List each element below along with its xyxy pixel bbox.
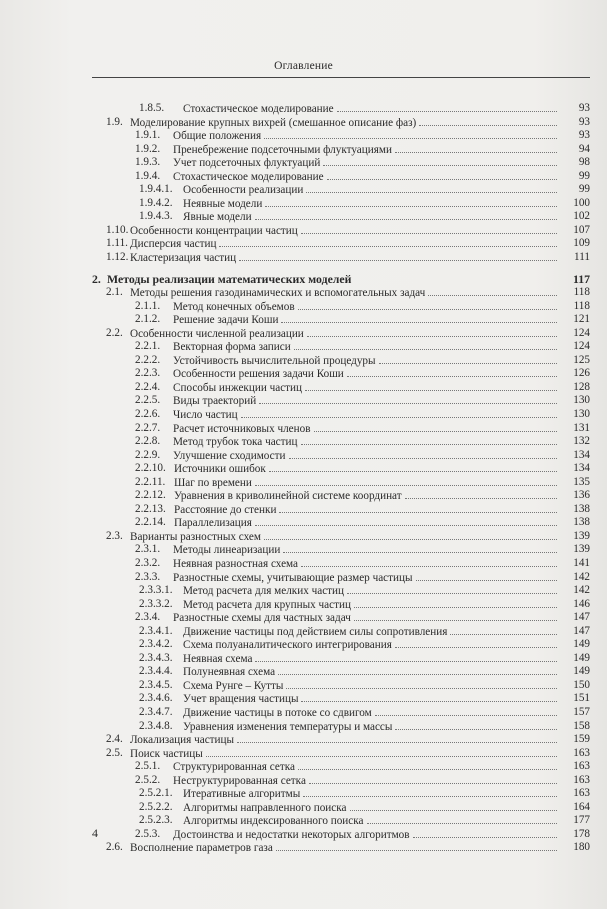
toc-entry-title: Расчет источниковых членов <box>173 422 311 435</box>
toc-entry <box>92 787 590 801</box>
toc-entry <box>92 652 590 666</box>
toc-entry <box>92 102 590 116</box>
toc-entry-title: Устойчивость вычислительной процедуры <box>173 354 376 367</box>
toc-entry-number: 2.2.1. <box>135 340 161 353</box>
toc-entry-number: 2.5.2.1. <box>139 787 173 800</box>
toc-leader-dots <box>279 503 557 513</box>
toc-entry <box>92 354 590 368</box>
table-of-contents <box>92 102 590 855</box>
toc-entry <box>92 224 590 238</box>
toc-entry-number: 2.2.12. <box>135 489 166 502</box>
toc-leader-dots <box>237 733 557 743</box>
toc-entry-number: 2.3.3.2. <box>139 597 173 610</box>
toc-leader-dots <box>337 102 557 112</box>
toc-entry <box>92 237 590 251</box>
toc-entry-page: 111 <box>574 251 590 264</box>
toc-entry-page: 130 <box>573 407 590 420</box>
toc-entry <box>92 828 590 842</box>
toc-leader-dots <box>307 327 557 337</box>
toc-entry-number: 2.3.2. <box>135 557 161 569</box>
toc-leader-dots <box>294 340 557 350</box>
toc-entry-page: 146 <box>573 597 590 610</box>
toc-leader-dots <box>375 706 557 716</box>
toc-entry-number: 2.3.3.1. <box>139 584 173 597</box>
toc-entry-title: Источники ошибок <box>174 463 266 476</box>
toc-entry-page: 151 <box>573 692 590 705</box>
toc-entry <box>92 300 590 314</box>
toc-entry-title: Неявные модели <box>183 197 263 210</box>
toc-entry-number: 2.2.3. <box>135 367 161 380</box>
toc-entry-page: 94 <box>578 142 590 155</box>
toc-entry <box>92 449 590 463</box>
toc-entry-page: 134 <box>573 462 590 475</box>
toc-entry-number: 2. <box>92 271 101 286</box>
toc-entry-title: Полунеявная схема <box>183 666 276 679</box>
toc-entry-page: 117 <box>572 271 590 286</box>
toc-entry-title: Векторная форма записи <box>173 341 291 354</box>
toc-leader-dots <box>405 489 557 499</box>
toc-entry-number: 2.3.4.6. <box>139 692 173 705</box>
toc-entry-page: 177 <box>573 814 590 827</box>
toc-entry-page: 142 <box>573 570 590 583</box>
toc-entry-page: 99 <box>578 183 590 196</box>
toc-entry-number: 2.3.4. <box>135 611 161 624</box>
toc-leader-dots <box>219 237 557 247</box>
toc-entry <box>92 516 590 530</box>
toc-entry-number: 1.12. <box>106 251 129 264</box>
toc-leader-dots <box>306 183 557 193</box>
toc-entry-page: 163 <box>573 760 590 773</box>
toc-entry <box>92 598 590 612</box>
toc-entry-title: Особенности концентрации частиц <box>130 224 298 237</box>
toc-entry <box>92 503 590 517</box>
toc-leader-dots <box>298 300 557 310</box>
toc-entry-title: Особенности численной реализации <box>130 327 304 340</box>
toc-entry-title: Особенности реализации <box>183 184 304 197</box>
toc-entry-title: Параллелизация <box>174 517 252 530</box>
toc-entry <box>92 462 590 476</box>
toc-entry <box>92 571 590 585</box>
toc-leader-dots <box>354 598 557 608</box>
toc-entry-title: Виды траекторий <box>173 395 257 408</box>
toc-entry-page: 139 <box>573 529 590 542</box>
toc-entry-number: 2.3.4.8. <box>139 719 173 732</box>
toc-entry-title: Достоинства и недостатки некоторых алгоритмов <box>173 828 410 841</box>
toc-entry <box>92 327 590 341</box>
toc-entry-title: Решение задачи Коши <box>173 314 279 327</box>
toc-leader-dots <box>323 156 557 166</box>
toc-entry-title: Методы линеаризации <box>173 544 281 557</box>
toc-entry-page: 180 <box>573 841 590 854</box>
toc-entry-page: 109 <box>573 237 590 250</box>
toc-entry-number: 2.3.1. <box>135 543 161 556</box>
toc-entry-title: Поиск частицы <box>130 747 203 760</box>
toc-leader-dots <box>259 394 557 404</box>
toc-entry-title: Локализация частицы <box>130 734 235 747</box>
toc-leader-dots <box>413 828 557 838</box>
toc-entry-number: 2.3.4.2. <box>139 638 173 651</box>
toc-leader-dots <box>255 210 557 220</box>
toc-entry-number: 2.2.13. <box>135 502 166 515</box>
toc-leader-dots <box>354 274 557 283</box>
toc-entry <box>92 156 590 170</box>
toc-entry <box>92 679 590 693</box>
toc-entry-number: 2.2.10. <box>135 462 166 475</box>
toc-entry-number: 1.9.3. <box>135 156 161 169</box>
toc-entry-title: Общие положения <box>173 130 262 143</box>
toc-entry <box>92 557 590 571</box>
toc-entry-number: 2.6. <box>106 841 123 854</box>
toc-leader-dots <box>281 313 557 323</box>
toc-leader-dots <box>347 367 557 377</box>
toc-leader-dots <box>416 571 557 581</box>
toc-entry <box>92 543 590 557</box>
toc-entry <box>92 801 590 815</box>
toc-entry-title: Способы инжекции частиц <box>173 381 303 394</box>
toc-entry-title: Улучшение сходимости <box>173 449 286 462</box>
toc-entry <box>92 367 590 381</box>
toc-entry-number: 1.10. <box>106 223 129 236</box>
toc-leader-dots <box>264 129 557 139</box>
toc-entry-page: 131 <box>573 421 590 434</box>
toc-entry <box>92 814 590 828</box>
toc-entry-title: Стохастическое моделирование <box>183 103 334 115</box>
toc-leader-dots <box>309 774 557 784</box>
toc-entry-title: Метод расчета для мелких частиц <box>183 585 345 598</box>
toc-entry <box>92 476 590 490</box>
toc-leader-dots <box>354 611 557 621</box>
toc-entry-title: Восполнение параметров газа <box>130 842 273 855</box>
toc-entry <box>92 706 590 720</box>
toc-entry-page: 102 <box>573 210 590 223</box>
toc-entry-title: Неявная разностная схема <box>173 558 299 570</box>
toc-leader-dots <box>255 652 557 662</box>
toc-entry <box>92 422 590 436</box>
toc-leader-dots <box>303 787 557 797</box>
toc-entry-title: Кластеризация частиц <box>130 252 237 265</box>
toc-entry-page: 158 <box>573 719 590 732</box>
toc-entry-title: Учет вращения частицы <box>183 693 299 706</box>
toc-entry-title: Явные модели <box>183 211 252 224</box>
toc-entry-number: 2.3.4.5. <box>139 678 173 691</box>
toc-entry-page: 130 <box>573 394 590 407</box>
toc-entry-title: Дисперсия частиц <box>130 238 217 251</box>
toc-entry-page: 150 <box>573 678 590 691</box>
toc-leader-dots <box>327 170 557 180</box>
toc-entry-page: 99 <box>578 169 590 182</box>
toc-entry-page: 157 <box>573 706 590 719</box>
toc-entry-page: 141 <box>573 557 590 569</box>
toc-leader-dots <box>265 197 557 207</box>
toc-entry <box>92 129 590 143</box>
toc-entry-page: 121 <box>573 313 590 326</box>
toc-entry-number: 2.5.2.2. <box>139 800 173 813</box>
toc-entry-page: 126 <box>573 367 590 380</box>
toc-entry <box>92 251 590 265</box>
toc-entry-page: 138 <box>573 502 590 515</box>
toc-entry-title: Моделирование крупных вихрей (смешанное описание фаз) <box>130 116 417 129</box>
toc-leader-dots <box>314 422 558 432</box>
toc-leader-dots <box>241 408 557 418</box>
toc-entry-title: Движение частицы под действием силы сопротивления <box>183 625 448 638</box>
toc-entry-page: 93 <box>578 102 590 114</box>
toc-entry-page: 100 <box>573 196 590 209</box>
toc-entry-title: Расстояние до стенки <box>174 503 277 516</box>
toc-entry <box>92 720 590 734</box>
toc-entry-page: 139 <box>573 543 590 556</box>
toc-entry-page: 178 <box>573 827 590 840</box>
toc-entry-title: Алгоритмы направленного поиска <box>183 801 347 814</box>
toc-entry-number: 2.3.4.1. <box>139 624 173 637</box>
toc-leader-dots <box>379 354 557 364</box>
toc-leader-dots <box>301 224 557 234</box>
toc-entry-title: Итеративные алгоритмы <box>183 788 301 801</box>
toc-entry-page: 136 <box>573 489 590 502</box>
toc-entry-page: 164 <box>573 800 590 813</box>
toc-leader-dots <box>395 720 557 730</box>
toc-entry-page: 124 <box>573 340 590 353</box>
toc-leader-dots <box>350 801 558 811</box>
toc-entry-title: Метод трубок тока частиц <box>173 436 298 449</box>
toc-leader-dots <box>301 435 558 445</box>
toc-entry-number: 2.3.4.7. <box>139 706 173 719</box>
toc-entry-number: 2.2. <box>106 326 123 339</box>
toc-entry-number: 2.2.2. <box>135 353 161 366</box>
toc-entry-page: 147 <box>573 624 590 637</box>
toc-entry <box>92 530 590 544</box>
toc-entry-number: 1.9.4.3. <box>139 210 173 223</box>
toc-entry-page: 93 <box>578 115 590 128</box>
toc-entry-number: 2.2.5. <box>135 394 161 407</box>
toc-entry <box>92 313 590 327</box>
toc-entry <box>92 286 590 300</box>
toc-leader-dots <box>255 476 557 486</box>
toc-entry-title: Учет подсеточных флуктуаций <box>173 157 321 170</box>
toc-entry <box>92 760 590 774</box>
toc-leader-dots <box>367 814 558 824</box>
toc-entry-page: 118 <box>573 299 590 312</box>
toc-entry-number: 2.2.11. <box>135 475 166 488</box>
toc-entry <box>92 170 590 184</box>
toc-entry <box>92 183 590 197</box>
toc-entry-page: 163 <box>573 787 590 800</box>
toc-entry-number: 2.1.2. <box>135 313 161 326</box>
toc-entry-number: 1.11. <box>106 237 128 250</box>
toc-entry <box>92 692 590 706</box>
toc-leader-dots <box>283 543 557 553</box>
toc-entry-number: 1.9.4.2. <box>139 196 173 209</box>
toc-entry <box>92 841 590 855</box>
toc-entry-number: 2.3. <box>106 529 123 542</box>
toc-leader-dots <box>255 516 557 526</box>
toc-entry-page: 163 <box>573 773 590 786</box>
toc-leader-dots <box>286 679 557 689</box>
toc-entry-page: 142 <box>573 584 590 597</box>
toc-entry-title: Структурированная сетка <box>173 761 295 774</box>
toc-entry-page: 93 <box>578 129 590 142</box>
toc-entry-page: 128 <box>573 380 590 393</box>
toc-entry-page: 159 <box>573 733 590 746</box>
toc-entry-page: 149 <box>573 665 590 678</box>
toc-entry-number: 1.9.4.1. <box>139 183 173 196</box>
toc-entry-page: 132 <box>573 435 590 448</box>
toc-leader-dots <box>289 449 557 459</box>
toc-entry-title: Число частиц <box>173 408 238 421</box>
toc-entry-title: Схема полуаналитического интегрирования <box>183 639 392 652</box>
page-number: 4 <box>92 826 98 840</box>
toc-entry <box>92 394 590 408</box>
toc-entry-number: 2.3.4.3. <box>139 651 173 664</box>
toc-leader-dots <box>419 116 557 126</box>
toc-leader-dots <box>305 381 557 391</box>
toc-entry-number: 1.9.1. <box>135 129 161 142</box>
toc-entry <box>92 408 590 422</box>
toc-entry-number: 2.2.14. <box>135 516 166 529</box>
toc-entry-page: 125 <box>573 353 590 366</box>
toc-entry <box>92 747 590 761</box>
toc-entry <box>92 435 590 449</box>
toc-entry-page: 149 <box>573 638 590 651</box>
toc-leader-dots <box>428 286 557 296</box>
toc-entry-number: 2.2.6. <box>135 407 161 420</box>
toc-leader-dots <box>298 760 557 770</box>
toc-entry-title: Метод конечных объемов <box>173 300 295 313</box>
toc-entry <box>92 210 590 224</box>
toc-entry <box>92 638 590 652</box>
toc-entry-number: 2.4. <box>106 733 123 746</box>
toc-entry <box>92 611 590 625</box>
toc-entry-number: 1.9.4. <box>135 169 161 182</box>
toc-entry-page: 134 <box>573 448 590 461</box>
toc-entry-page: 163 <box>573 746 590 759</box>
toc-entry <box>92 774 590 788</box>
running-title: Оглавление <box>274 60 333 72</box>
toc-entry <box>92 489 590 503</box>
toc-entry-number: 2.5. <box>106 746 123 759</box>
toc-entry-title: Алгоритмы индексированного поиска <box>183 815 364 828</box>
toc-leader-dots <box>239 251 557 261</box>
toc-entry-title: Движение частицы в потоке со сдвигом <box>183 707 372 720</box>
toc-leader-dots <box>278 665 557 675</box>
toc-entry-number: 2.3.4.4. <box>139 665 173 678</box>
toc-leader-dots <box>301 557 557 567</box>
toc-entry-number: 2.5.3. <box>135 827 161 840</box>
toc-entry <box>92 665 590 679</box>
toc-entry-number: 1.8.5. <box>139 102 165 114</box>
toc-entry-title: Разностные схемы для частных задач <box>173 612 351 625</box>
toc-leader-dots <box>450 625 557 635</box>
toc-entry <box>92 625 590 639</box>
toc-entry-title: Уравнения в криволинейной системе координат <box>174 490 402 503</box>
toc-entry-title: Уравнения изменения температуры и массы <box>183 720 393 733</box>
toc-entry <box>92 733 590 747</box>
toc-entry-page: 138 <box>573 516 590 529</box>
toc-entry-number: 2.5.1. <box>135 760 161 773</box>
toc-entry-title: Схема Рунге – Кутты <box>183 679 284 692</box>
toc-entry-number: 2.1.1. <box>135 299 161 312</box>
toc-entry-page: 107 <box>573 223 590 236</box>
toc-entry <box>92 143 590 157</box>
toc-entry-title: Метод расчета для крупных частиц <box>183 598 351 611</box>
toc-entry-title: Пренебрежение подсеточными флуктуациями <box>173 143 392 156</box>
toc-entry-page: 149 <box>573 651 590 664</box>
toc-leader-dots <box>395 143 557 153</box>
toc-entry-page: 98 <box>578 156 590 169</box>
toc-leader-dots <box>347 584 557 594</box>
toc-leader-dots <box>269 462 557 472</box>
toc-entry-title: Методы решения газодинамических и вспомогательных задач <box>130 287 426 300</box>
toc-entry-title: Разностные схемы, учитывающие размер частицы <box>173 571 413 584</box>
toc-leader-dots <box>276 841 557 851</box>
toc-entry-number: 1.9. <box>106 115 123 128</box>
toc-entry-page: 124 <box>573 326 590 339</box>
toc-entry-title: Неявная схема <box>183 652 253 665</box>
header-rule <box>92 77 590 78</box>
toc-leader-dots <box>206 747 557 757</box>
toc-entry-title: Варианты разностных схем <box>130 530 261 543</box>
toc-entry-number: 2.2.7. <box>135 421 161 434</box>
toc-entry-number: 2.5.2. <box>135 773 161 786</box>
toc-entry-title: Методы реализации математических моделей <box>107 271 352 286</box>
toc-entry-title: Особенности решения задачи Коши <box>173 368 344 381</box>
toc-entry <box>92 381 590 395</box>
toc-entry-title: Шаг по времени <box>174 476 252 489</box>
toc-entry-number: 2.3.3. <box>135 570 161 583</box>
toc-entry <box>92 116 590 130</box>
toc-entry-title: Неструктурированная сетка <box>173 774 306 787</box>
toc-entry <box>92 340 590 354</box>
toc-entry <box>92 272 590 287</box>
toc-entry-number: 2.2.9. <box>135 448 161 461</box>
toc-leader-dots <box>395 638 557 648</box>
toc-entry-number: 2.1. <box>106 286 123 299</box>
toc-entry-number: 2.2.4. <box>135 380 161 393</box>
toc-leader-dots <box>264 530 557 540</box>
toc-entry-title: Стохастическое моделирование <box>173 170 324 183</box>
toc-leader-dots <box>301 692 557 702</box>
toc-entry-number: 2.5.2.3. <box>139 814 173 827</box>
toc-entry-page: 147 <box>573 611 590 624</box>
toc-entry-number: 1.9.2. <box>135 142 161 155</box>
toc-entry <box>92 584 590 598</box>
toc-entry-page: 135 <box>573 475 590 488</box>
toc-entry-number: 2.2.8. <box>135 435 161 448</box>
toc-entry-page: 118 <box>573 286 590 299</box>
toc-entry <box>92 197 590 211</box>
